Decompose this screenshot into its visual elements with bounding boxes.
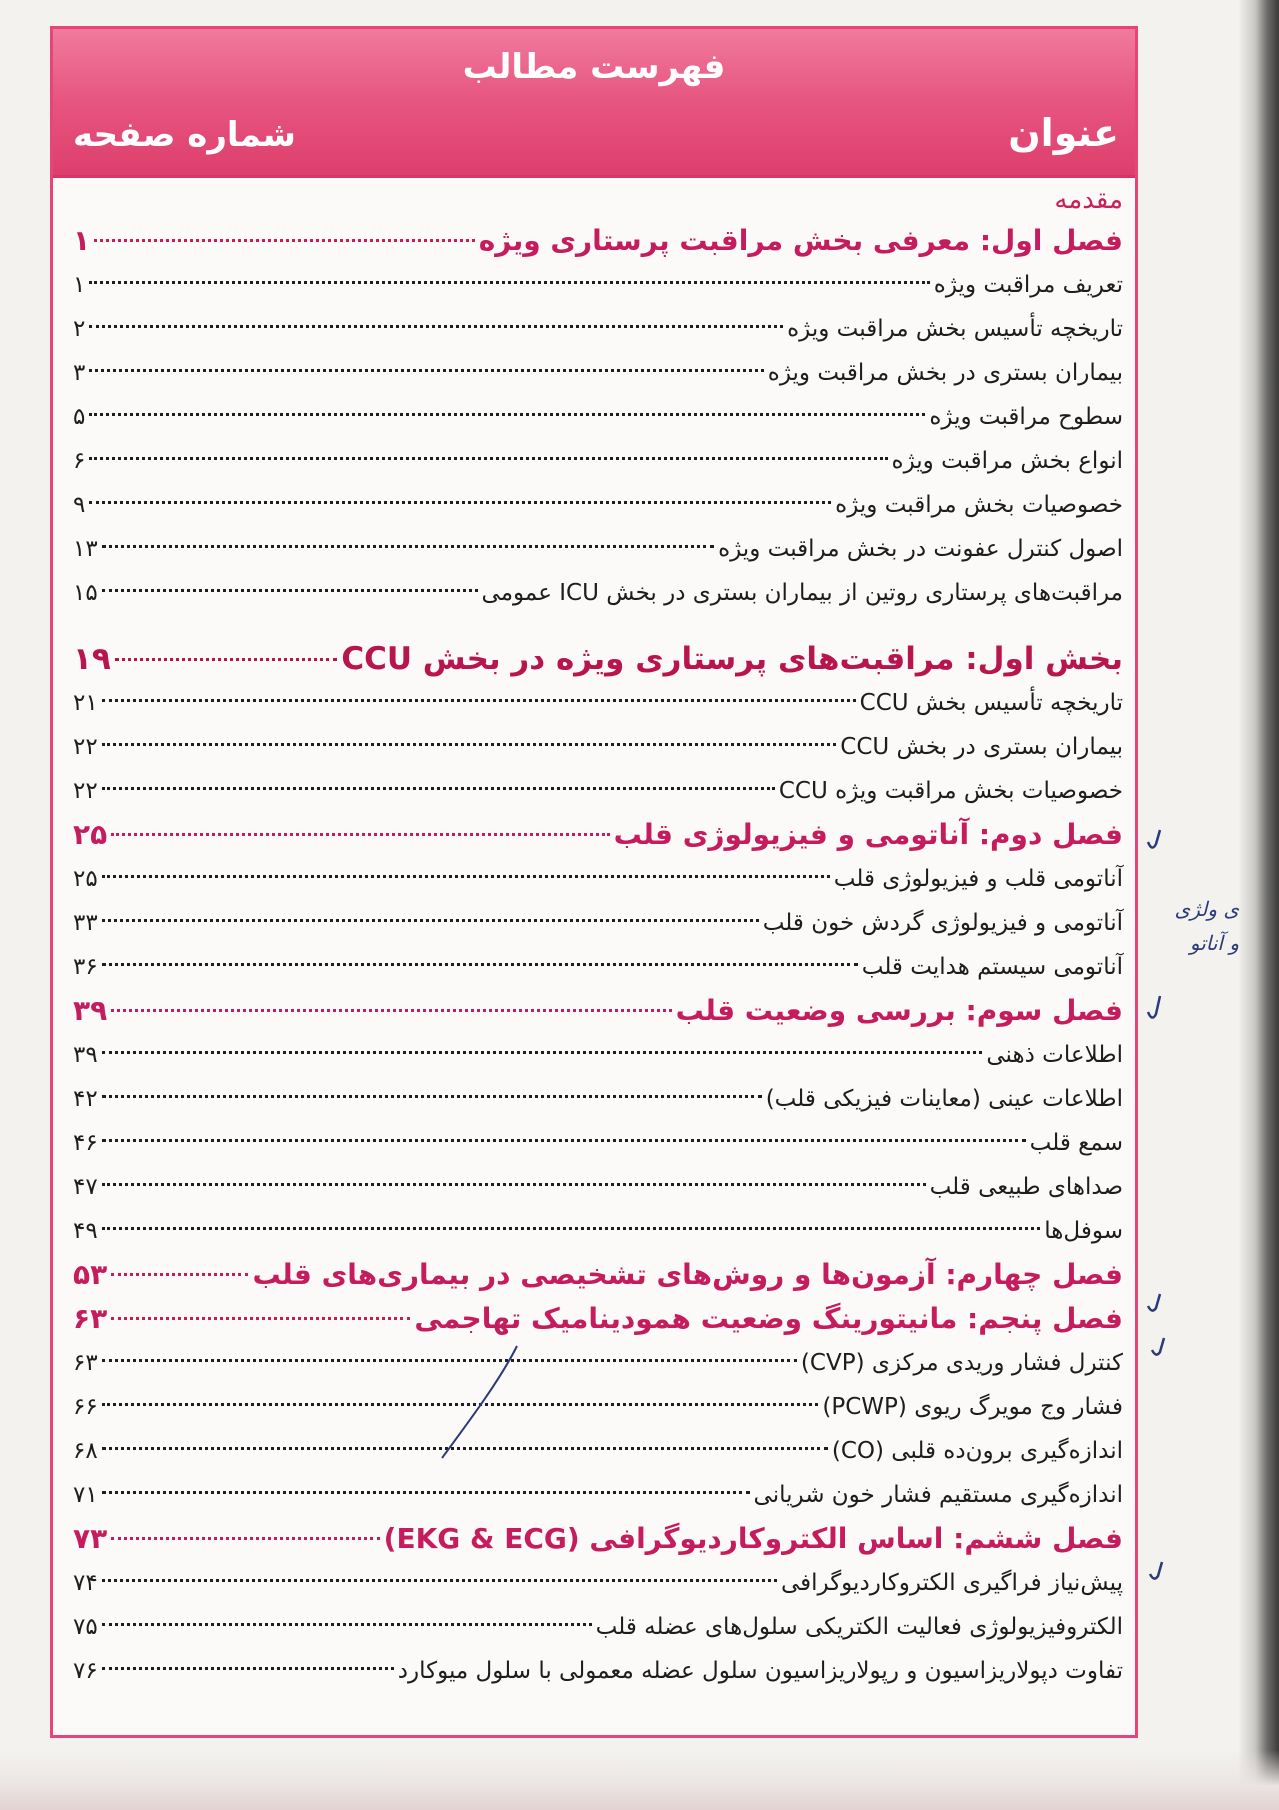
toc-entry-page: ۷۳ [73, 1522, 108, 1555]
toc-entry-page: ۱۵ [73, 580, 98, 606]
toc-entry-title: پیش‌نیاز فراگیری الکتروکاردیوگرافی [780, 1570, 1123, 1596]
toc-entry-title: فصل چهارم: آزمون‌ها و روش‌های تشخیصی در بیماری‌های قلب [252, 1258, 1123, 1291]
column-title-heading: عنوان [1008, 111, 1119, 155]
toc-entry-page: ۵ [73, 404, 86, 430]
toc-entry-title: سوفل‌ها [1044, 1218, 1123, 1244]
toc-entry-title: فصل ششم: اساس الکتروکاردیوگرافی (EKG & ECG) [383, 1522, 1123, 1555]
check-mark-icon [1148, 1294, 1160, 1311]
toc-entry-title: فصل پنجم: مانیتورینگ وضعیت همودینامیک تهاجمی [414, 1302, 1123, 1335]
toc-entry-title: سمع قلب [1029, 1130, 1123, 1156]
toc-entry-title: بیماران بستری در بخش مراقبت ویژه [767, 360, 1123, 386]
toc-entry-page: ۱ [73, 224, 91, 257]
toc-entry-title: بخش اول: مراقبت‌های پرستاری ویژه در بخش CCU [341, 641, 1123, 677]
toc-entry-title: فصل دوم: آناتومی و فیزیولوژی قلب [613, 818, 1123, 851]
toc-entry-title: الکتروفیزیولوژی فعالیت الکتریکی سلول‌های عضله قلب [595, 1614, 1123, 1640]
toc-entry-title: تاریخچه تأسیس بخش مراقبت ویژه [787, 316, 1123, 342]
toc-entry-page: ۲۵ [73, 818, 108, 851]
toc-entry-page: ۶۳ [73, 1350, 98, 1376]
handwritten-note-line: ی ولژی [1174, 897, 1239, 921]
toc-intro: مقدمه [1054, 185, 1123, 215]
toc-entry-page: ۴۶ [73, 1130, 98, 1156]
toc-entry-page: ۷۵ [73, 1614, 98, 1640]
toc-entry-page: ۲۱ [73, 690, 98, 716]
toc-entry-page: ۳۳ [73, 910, 98, 936]
toc-entry-title: سطوح مراقبت ویژه [929, 404, 1123, 430]
toc-entry-title: اندازه‌گیری برون‌ده قلبی (CO) [831, 1438, 1123, 1464]
toc-entry-page: ۴۷ [73, 1174, 98, 1200]
toc-entry-page: ۴۲ [73, 1086, 98, 1112]
toc-entry-page: ۲ [73, 316, 86, 342]
toc-entry-title: انواع بخش مراقبت ویژه [891, 448, 1123, 474]
toc-entry-title: اطلاعات ذهنی [986, 1042, 1123, 1068]
toc-entry-title: خصوصیات بخش مراقبت ویژه CCU [778, 778, 1123, 804]
toc-entry-page: ۱ [73, 272, 86, 298]
toc-entry-title: آناتومی قلب و فیزیولوژی قلب [833, 866, 1123, 892]
toc-entry-title: خصوصیات بخش مراقبت ویژه [835, 492, 1123, 518]
toc-entry-page: ۱۳ [73, 536, 98, 562]
page-title: فهرست مطالب [462, 47, 726, 87]
toc-entry-page: ۶۳ [73, 1302, 108, 1335]
pen-stroke-icon [442, 1346, 517, 1458]
toc-entry-title: فصل سوم: بررسی وضعیت قلب [675, 994, 1123, 1027]
toc-entry-page: ۲۵ [73, 866, 98, 892]
toc-entry-page: ۶۶ [73, 1394, 98, 1420]
toc-entry-page: ۳۶ [73, 954, 98, 980]
toc-entry-title: تاریخچه تأسیس بخش CCU [859, 690, 1123, 716]
toc-entry-page: ۷۱ [73, 1482, 98, 1508]
toc-entry-title: صداهای طبیعی قلب [929, 1174, 1123, 1200]
handwritten-note-line: و آناتو [1189, 931, 1239, 955]
check-mark-icon [1148, 996, 1160, 1018]
check-mark-icon [1152, 1338, 1164, 1355]
toc-entry-title: تفاوت دپولاریزاسیون و رپولاریزاسیون سلول عضله معمولی با سلول میوکارد [397, 1658, 1123, 1684]
toc-entry-page: ۲۲ [73, 734, 98, 760]
toc-entry-page: ۲۲ [73, 778, 98, 804]
check-mark-icon [1148, 830, 1160, 848]
toc-entry-title: فصل اول: معرفی بخش مراقبت پرستاری ویژه [478, 224, 1123, 257]
toc-entry-title: فشار وج مویرگ ریوی (PCWP) [822, 1394, 1123, 1420]
handwritten-note [1147, 892, 1239, 960]
toc-entry-title: اصول کنترل عفونت در بخش مراقبت ویژه [718, 536, 1123, 562]
toc-entry-page: ۳۹ [73, 1042, 98, 1068]
toc-entry-page: ۶۸ [73, 1438, 98, 1464]
column-page-heading: شماره صفحه [73, 115, 296, 155]
toc-entry-page: ۱۹ [73, 641, 111, 677]
check-mark-icon [1150, 1562, 1162, 1579]
toc-entry-page: ۷۴ [73, 1570, 98, 1596]
toc-entry-title: کنترل فشار وریدی مرکزی (CVP) [800, 1350, 1123, 1376]
toc-entry-page: ۷۶ [73, 1658, 98, 1684]
toc-entry-title: تعریف مراقبت ویژه [933, 272, 1123, 298]
toc-entry-title: آناتومی سیستم هدایت قلب [861, 954, 1123, 980]
toc-entry-title: بیماران بستری در بخش CCU [840, 734, 1123, 760]
toc-entry-page: ۹ [73, 492, 86, 518]
toc-entry-page: ۳۹ [73, 994, 108, 1027]
toc-entry-page: ۶ [73, 448, 86, 474]
toc-entry-page: ۴۹ [73, 1218, 98, 1244]
toc-entry-page: ۵۳ [73, 1258, 108, 1291]
toc-entry-page: ۳ [73, 360, 86, 386]
toc-entry-title: مراقبت‌های پرستاری روتین از بیماران بستری در بخش ICU عمومی [481, 580, 1123, 606]
toc-entry-title: اطلاعات عینی (معاینات فیزیکی قلب) [765, 1086, 1123, 1112]
toc-entry-title: اندازه‌گیری مستقیم فشار خون شریانی [753, 1482, 1123, 1508]
toc-entry-title: آناتومی و فیزیولوژی گردش خون قلب [762, 910, 1123, 936]
